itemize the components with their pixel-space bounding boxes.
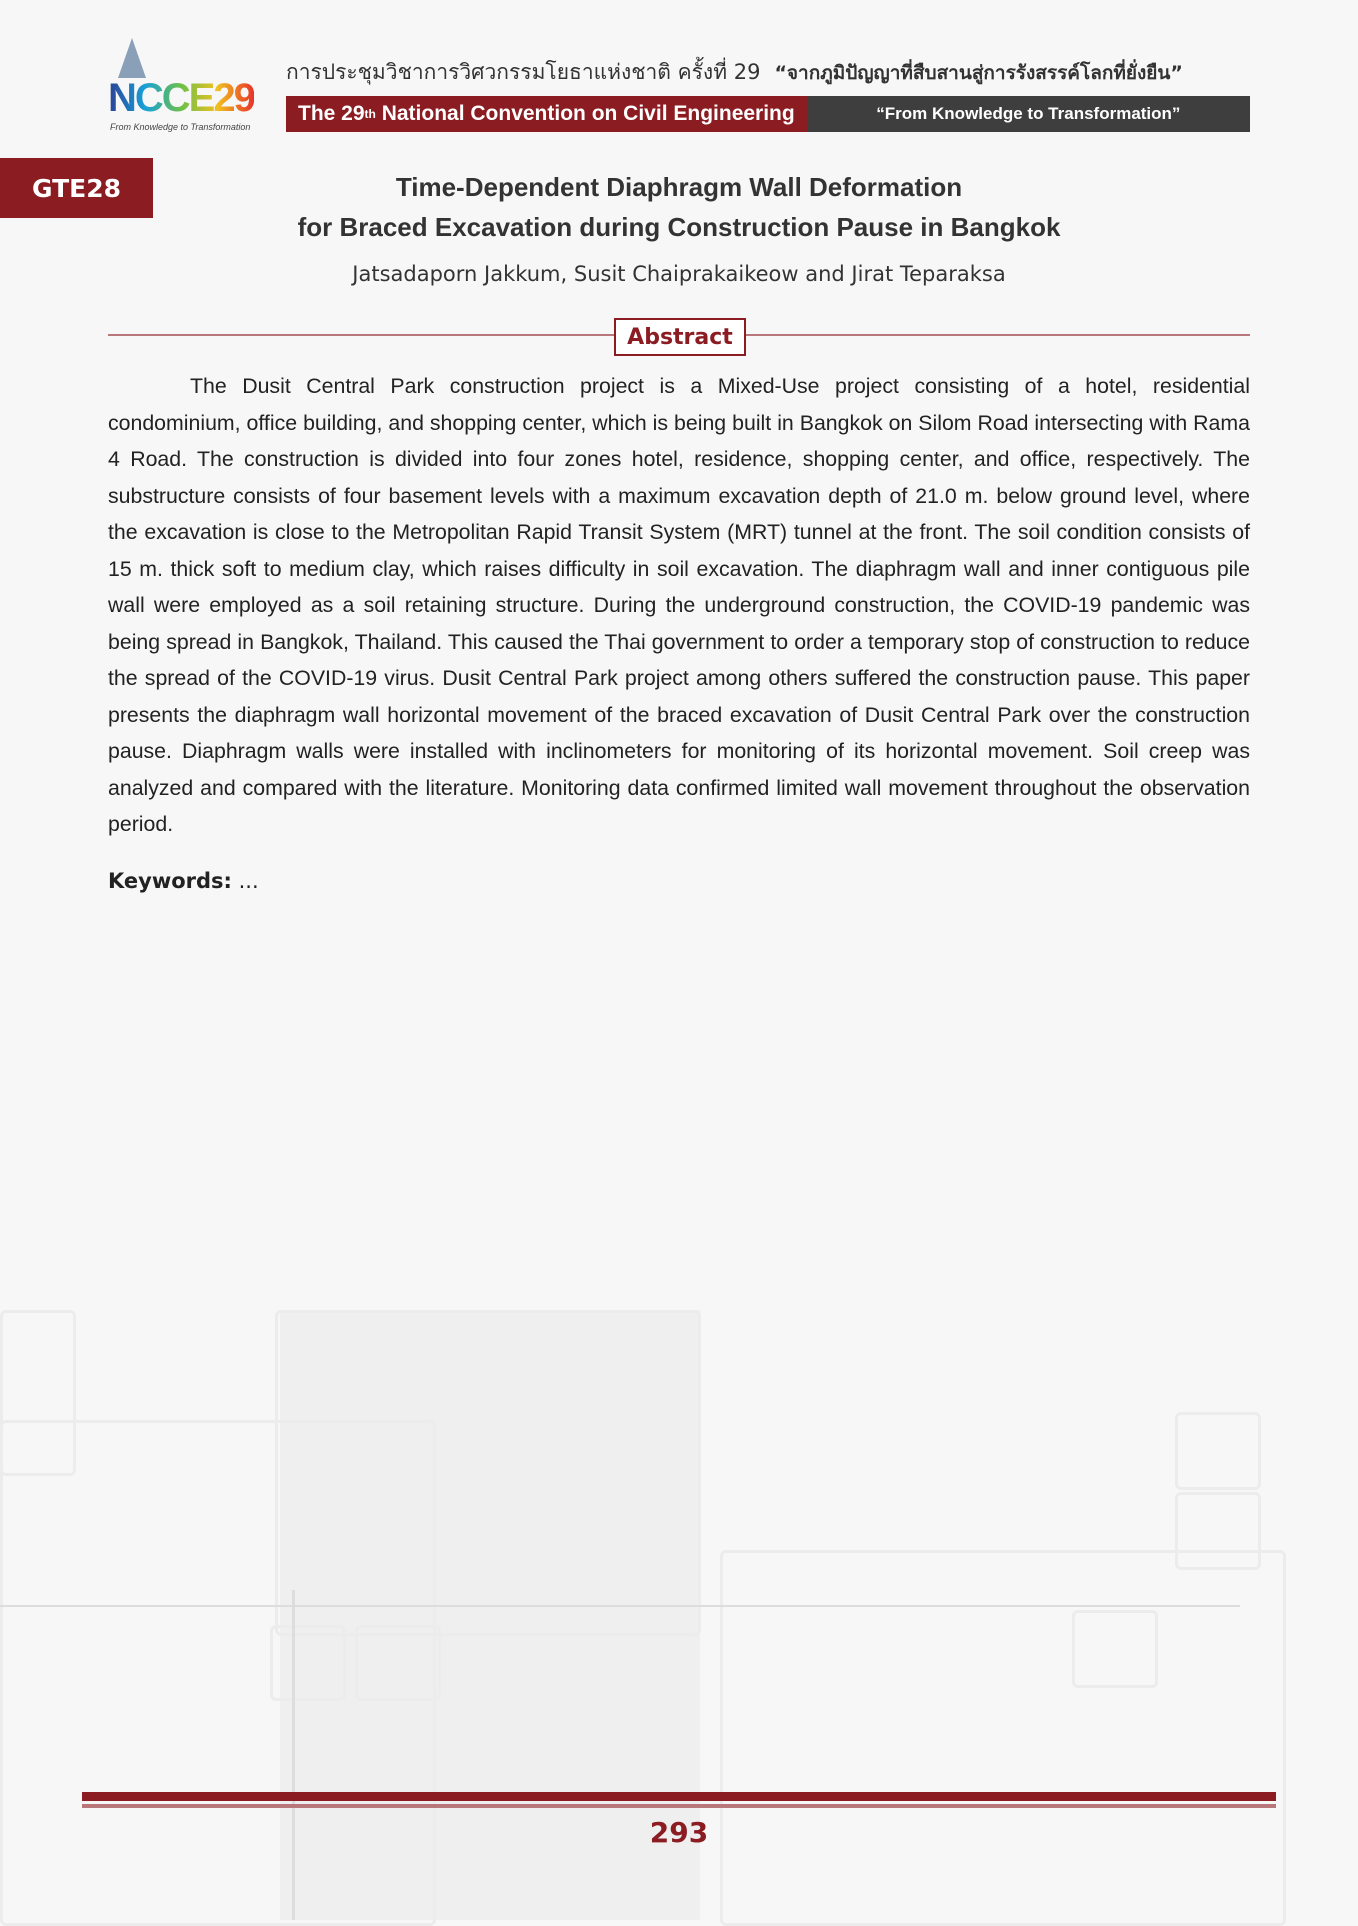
title-sup: th (364, 107, 376, 121)
keywords (108, 869, 1250, 893)
abstract-section (108, 368, 1250, 893)
thai-slogan: “จากภูมิปัญญาที่สืบสานสู่การรังสรรค์โลกที่ยั่งยืน” (774, 62, 1183, 84)
conference-banner (286, 96, 1250, 132)
authors: Jatsadaporn Jakkum, Susit Chaiprakaikeow and Jirat Teparaksa (352, 262, 1006, 286)
thai-title: การประชุมวิชาการวิศวกรรมโยธาแห่งชาติ ครั้งที่ 29 (286, 60, 761, 84)
keywords-label: Keywords: (108, 868, 232, 893)
logo-tagline: From Knowledge to Transformation (110, 122, 251, 132)
divider-right (742, 334, 1250, 336)
title-post: National Convention on Civil Engineering (375, 102, 795, 125)
footer-rule-thin (82, 1804, 1276, 1808)
footer-rule (82, 1792, 1276, 1801)
page-number: 293 (649, 1816, 709, 1849)
english-slogan: “From Knowledge to Transformation” (807, 96, 1250, 132)
english-conference-title (286, 96, 807, 132)
thai-conference-title (286, 58, 1183, 90)
paper-title-line2: for Braced Excavation during Construction Pause in Bangkok (297, 212, 1061, 242)
title-pre: The 29 (298, 102, 365, 125)
logo-text: NCCE29 (108, 76, 254, 120)
ncce29-logo (108, 38, 264, 134)
keywords-value: ... (231, 868, 259, 893)
divider-left (108, 334, 616, 336)
tower-icon (118, 38, 146, 78)
abstract-heading: Abstract (614, 318, 746, 356)
abstract-text: The Dusit Central Park construction project is a Mixed-Use project consisting of a hotel, residential condominium, office building, and shopping center, which is being built in Bangkok on Silom Road intersecting with Rama 4 Road. The construction is divided into four zones hotel, residence, shopping center, and office, respectively. The substructure consists of four basement levels with a maximum excavation depth of 21.0 m. below ground level, where the excavation is close to the Metropolitan Rapid Transit System (MRT) tunnel at the front. The soil condition consists of 15 m. thick soft to medium clay, which raises difficulty in soil excavation. The diaphragm wall and inner contiguous pile wall were employed as a soil retaining structure. During the underground construction, the COVID-19 pandemic was being spread in Bangkok, Thailand. This caused the Thai government to order a temporary stop of construction to reduce the spread of the COVID-19 virus. Dusit Central Park project among others suffered the construction pause. This paper presents the diaphragm wall horizontal movement of the braced excavation of Dusit Central Park over the construction pause. Diaphragm walls were installed with inclinometers for monitoring of its horizontal movement. Soil creep was analyzed and compared with the literature. Monitoring data confirmed limited wall movement throughout the observation period. (108, 374, 1250, 836)
paper-title-line1: Time-Dependent Diaphragm Wall Deformation (395, 172, 963, 202)
paper-code-badge: GTE28 (0, 158, 153, 218)
